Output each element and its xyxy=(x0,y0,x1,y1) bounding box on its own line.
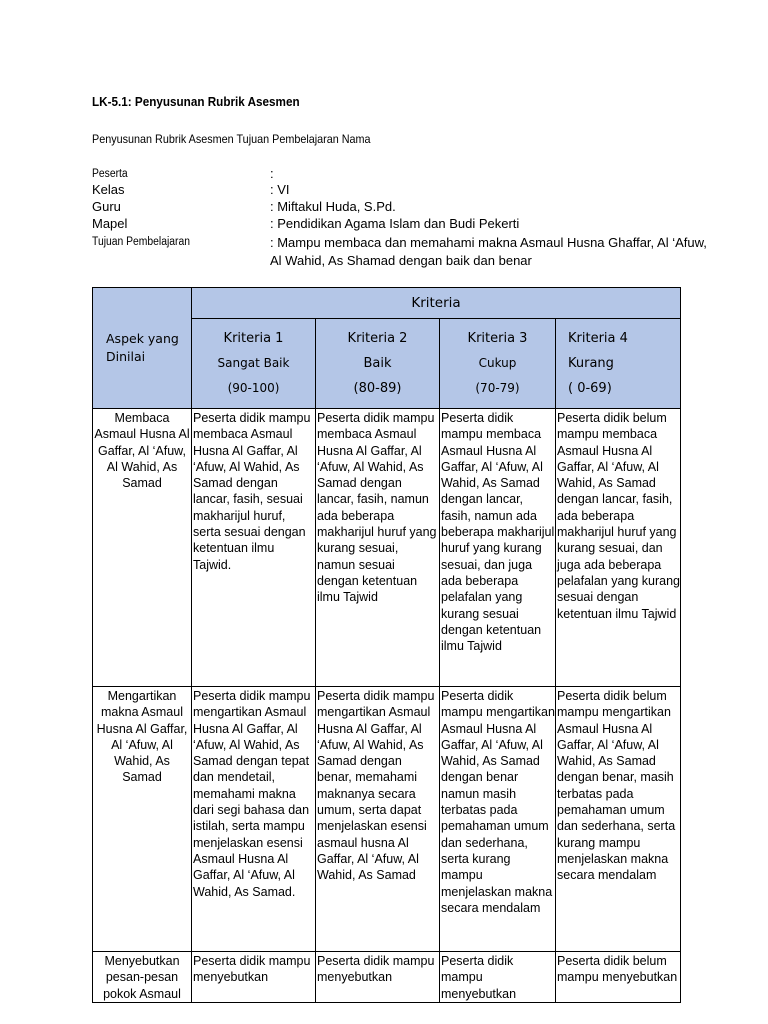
criteria-1-header xyxy=(192,319,316,409)
criteria-cell: Peserta didik mampu mengartikan Asmaul Husna Al Gaffar, Al ‘Afuw, Al Wahid, As Samad dengan tepat dan mendetail, memahami makna dari segi bahasa dan istilah, serta mampu menjelaskan esensi Asmaul Husna Al Gaffar, Al ‘Afuw, Al Wahid, As Samad. xyxy=(192,687,316,952)
criteria-level: Kurang xyxy=(568,356,614,371)
table-row xyxy=(93,952,681,1003)
aspek-cell: Membaca Asmaul Husna Al Gaffar, Al ‘Afuw, Al Wahid, As Samad xyxy=(93,409,192,687)
aspek-cell: Mengartikan makna Asmaul Husna Al Gaffar, Al ‘Afuw, Al Wahid, As Samad xyxy=(93,687,192,952)
table-row xyxy=(93,687,681,952)
criteria-3-header xyxy=(440,319,556,409)
peserta-label: Peserta xyxy=(92,168,128,180)
criteria-name: Kriteria 4 xyxy=(568,331,628,346)
rubric-table xyxy=(92,287,681,1003)
criteria-cell: Peserta didik mampu mengartikan Asmaul Husna Al Gaffar, Al ‘Afuw, Al Wahid, As Samad dengan benar namun masih terbatas pada pemahaman umum dan sederhana, serta kurang mampu menjelaskan makna secara mendalam xyxy=(440,687,556,952)
guru-label: Guru xyxy=(92,199,121,214)
criteria-level: Cukup xyxy=(478,356,517,370)
criteria-range: (90-100) xyxy=(227,381,280,395)
criteria-cell: Peserta didik mampu membaca Asmaul Husna Al Gaffar, Al ‘Afuw, Al Wahid, As Samad dengan lancar, fasih, sesuai makharijul huruf, serta sesuai dengan ketentuan ilmu Tajwid. xyxy=(192,409,316,687)
tujuan-value: : Mampu membaca dan memahami makna Asmaul Husna Ghaffar, Al ‘Afuw, Al Wahid, As Shamad dengan baik dan benar xyxy=(270,235,707,268)
tujuan-label: Tujuan Pembelajaran xyxy=(92,236,191,248)
document-subtitle: Penyusunan Rubrik Asesmen Tujuan Pembelajaran Nama xyxy=(92,132,371,146)
criteria-cell: Peserta didik mampu menyebutkan xyxy=(440,952,556,1003)
guru-value: : Miftakul Huda, S.Pd. xyxy=(270,199,396,214)
document-title: LK-5.1: Penyusunan Rubrik Asesmen xyxy=(92,94,300,109)
header-row-1 xyxy=(93,288,681,319)
peserta-value: : xyxy=(270,166,274,181)
criteria-range: (70-79) xyxy=(475,381,520,395)
criteria-4-header xyxy=(556,319,681,409)
criteria-cell: Peserta didik mampu mengartikan Asmaul Husna Al Gaffar, Al ‘Afuw, Al Wahid, As Samad dengan benar, memahami maknanya secara umum, serta dapat menjelaskan esensi asmaul husna Al Gaffar, Al ‘Afuw, Al Wahid, As Samad xyxy=(316,687,440,952)
criteria-range: (80-89) xyxy=(353,381,402,396)
kriteria-header: Kriteria xyxy=(192,288,681,319)
kelas-label: Kelas xyxy=(92,182,125,197)
criteria-cell: Peserta didik mampu membaca Asmaul Husna Al Gaffar, Al ‘Afuw, Al Wahid, As Samad dengan lancar, fasih, namun ada beberapa makharijul huruf yang kurang sesuai, namun sesuai dengan ketentuan ilmu Tajwid xyxy=(316,409,440,687)
criteria-cell: Peserta didik mampu menyebutkan xyxy=(316,952,440,1003)
kelas-value: : VI xyxy=(270,182,290,197)
criteria-cell: Peserta didik mampu menyebutkan xyxy=(192,952,316,1003)
criteria-cell: Peserta didik mampu membaca Asmaul Husna Al Gaffar, Al ‘Afuw, Al Wahid, As Samad dengan lancar, fasih, namun ada beberapa makharijul huruf yang kurang sesuai, dan juga ada beberapa pelafalan yang kurang sesuai dengan ketentuan ilmu Tajwid xyxy=(440,409,556,687)
criteria-level: Sangat Baik xyxy=(217,356,290,370)
criteria-cell: Peserta didik belum mampu mengartikan Asmaul Husna Al Gaffar, Al ‘Afuw, Al Wahid, As Samad dengan benar, masih terbatas pada pemahaman umum dan sederhana, serta kurang mampu menjelaskan makna secara mendalam xyxy=(556,687,681,952)
criteria-level: Baik xyxy=(363,356,392,371)
aspek-cell: Menyebutkan pesan-pesan pokok Asmaul xyxy=(93,952,192,1003)
aspek-header: Aspek yang Dinilai xyxy=(93,288,192,409)
criteria-2-header xyxy=(316,319,440,409)
mapel-label: Mapel xyxy=(92,216,128,231)
criteria-range: ( 0-69) xyxy=(568,381,612,396)
mapel-value: : Pendidikan Agama Islam dan Budi Pekerti xyxy=(270,216,520,231)
criteria-name: Kriteria 2 xyxy=(347,331,408,346)
table-row xyxy=(93,409,681,687)
criteria-cell: Peserta didik belum mampu menyebutkan xyxy=(556,952,681,1003)
criteria-name: Kriteria 3 xyxy=(467,331,528,346)
criteria-cell: Peserta didik belum mampu membaca Asmaul Husna Al Gaffar, Al ‘Afuw, Al Wahid, As Samad dengan lancar, fasih, ada beberapa makharijul huruf yang kurang sesuai, dan juga ada beberapa pelafalan yang kurang sesuai dengan ketentuan ilmu Tajwid xyxy=(556,409,681,687)
criteria-name: Kriteria 1 xyxy=(223,331,284,346)
